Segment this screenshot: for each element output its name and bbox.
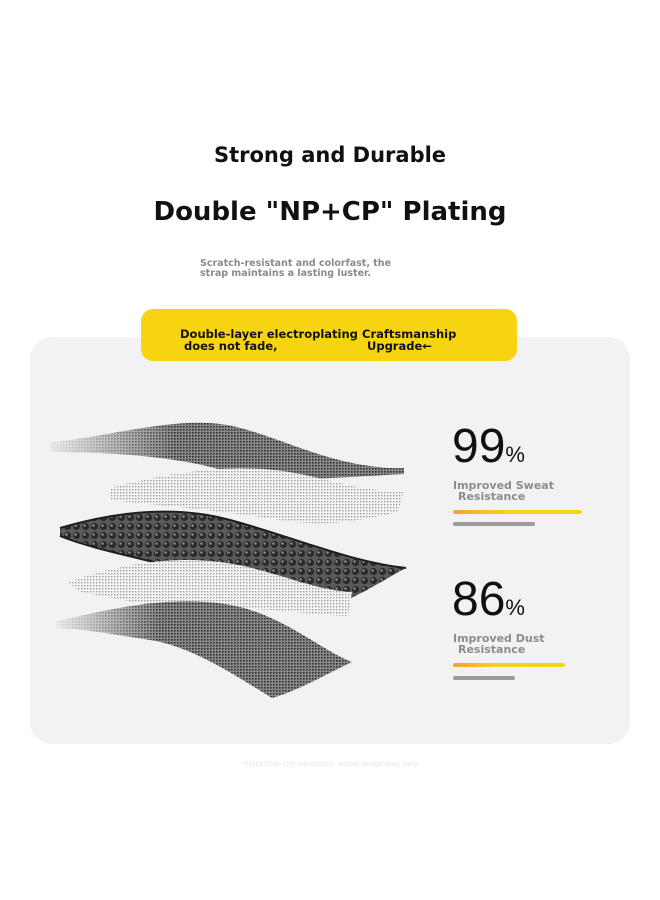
banner-right-line-2: Upgrade← [367, 339, 432, 353]
metric-sweat-value [452, 420, 525, 479]
metric-sweat-label-line-2: Resistance [458, 490, 526, 503]
description-line-1: Scratch-resistant and colorfast, the [200, 258, 392, 269]
metric-sweat-baseline-bar [453, 522, 535, 526]
metric-dust-label-line-1: Improved Dust [453, 632, 545, 645]
headline-title: Strong and Durable [213, 143, 447, 167]
metric-dust-baseline-bar [453, 676, 515, 680]
headline-subtitle: Double "NP+CP" Plating [153, 197, 507, 227]
metric-sweat-label-line-1: Improved Sweat [453, 479, 554, 492]
metric-dust-number: 86 [452, 573, 506, 626]
metric-dust-label-line-2: Resistance [458, 643, 526, 656]
metric-sweat-label [453, 480, 554, 502]
metric-sweat-number: 99 [452, 420, 506, 473]
footnote: *Data from the laboratory, actual usage may vary [242, 760, 418, 768]
banner-left-line-1: Double-layer electroplating [180, 327, 358, 341]
metric-dust-level-bar [453, 663, 565, 667]
metric-dust-label [453, 633, 545, 655]
banner-left-line-2: does not fade, [184, 339, 278, 353]
description-line-2: strap maintains a lasting luster. [200, 268, 371, 279]
metric-sweat-unit: % [505, 442, 525, 467]
metric-dust-value [452, 573, 525, 632]
banner-right-line-1: Craftsmanship [362, 327, 457, 341]
mesh-layer-bottom [56, 601, 352, 698]
metric-sweat-level-bar [453, 510, 582, 514]
metric-dust-unit: % [505, 595, 525, 620]
